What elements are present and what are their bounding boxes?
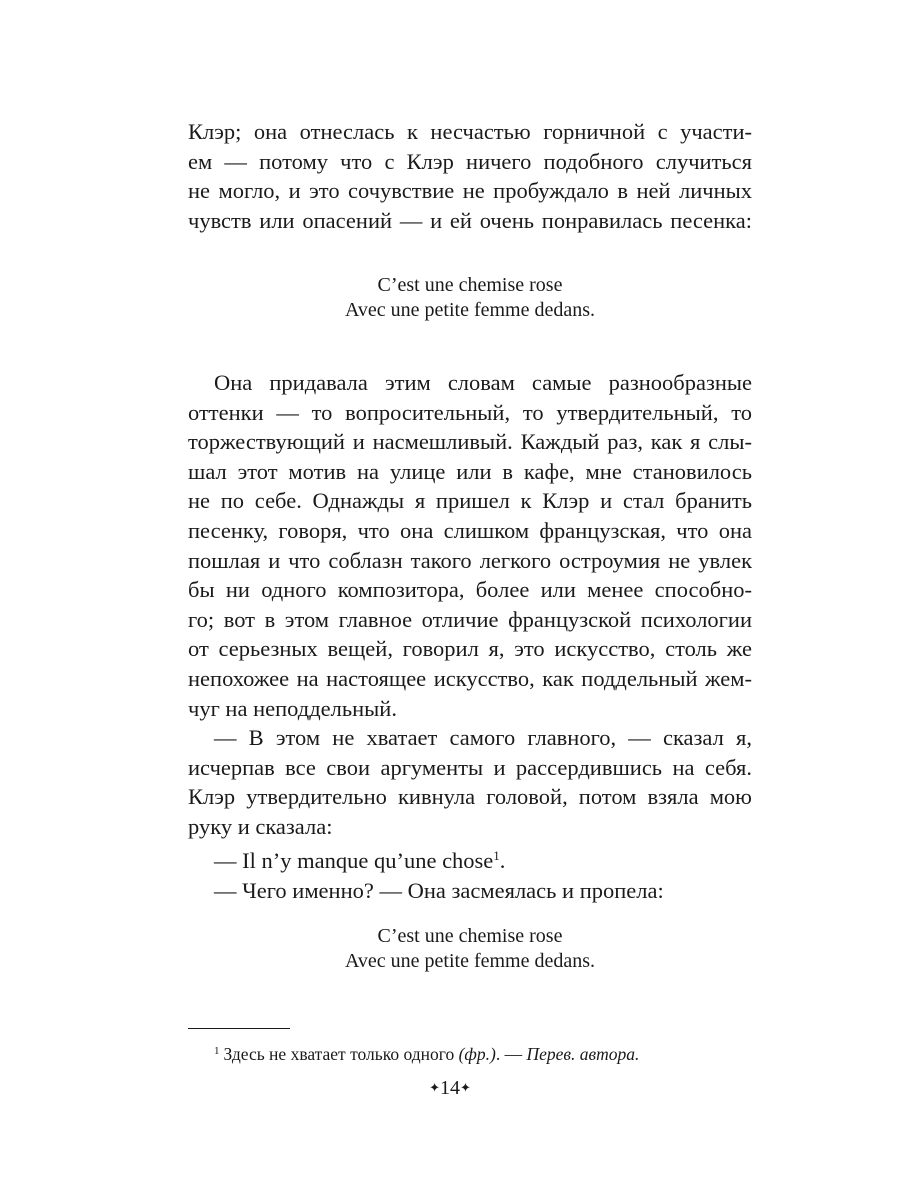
dialogue-line (188, 841, 752, 876)
poem-line: Avec une petite femme dedans. (344, 950, 596, 972)
page-number (0, 1076, 900, 1100)
dialogue-text: — Il n’y manque qu’une chose (214, 848, 494, 874)
text-line: — В этом не хватает самого главного, — сказал я, (214, 725, 752, 750)
footnote-credit: Перев. автора. (526, 1044, 640, 1064)
footnote-ref: 1 (493, 848, 500, 864)
text-line: от серьезных вещей, говорил я, это искусство, столь же (188, 636, 752, 662)
footnote-marker: 1 (214, 1045, 220, 1057)
text-line: оттенки — то вопросительный, то утвердительный, то (188, 399, 752, 425)
text-line: пошлая и что соблазн такого легкого остроумия не увлек (188, 547, 752, 573)
footnote-separator: . — (495, 1044, 527, 1064)
paragraph-1 (188, 117, 752, 235)
text-line: ем — потому что с Клэр ничего подобного случиться (188, 148, 752, 174)
text-line: руку и сказала: (188, 813, 333, 839)
text-line: бы ни одного композитора, более или менее способно- (188, 577, 752, 603)
text-line: чуг на неподдельный. (188, 695, 397, 721)
text-line: торжествующий и насмешливый. Каждый раз, как я слы- (188, 429, 752, 455)
text-line: го; вот в этом главное отличие французской психологии (188, 606, 752, 632)
poem-stanza-2 (188, 924, 752, 974)
dialogue-line: — Чего именно? — Она засмеялась и пропела: (214, 877, 664, 903)
poem-stanza-1 (188, 273, 752, 323)
text-line: не могло, и это сочувствие не пробуждало в ней личных (188, 178, 752, 204)
text-line: Клэр; она отнеслась к несчастью горничной с участи- (188, 119, 752, 144)
page-number-value: 14 (440, 1077, 460, 1099)
poem-line: C’est une chemise rose (377, 274, 563, 296)
paragraph-2 (188, 368, 752, 723)
footnote-divider (188, 1028, 290, 1029)
poem-line: Avec une petite femme dedans. (344, 299, 596, 321)
ornament-left-icon: ✦ (429, 1080, 440, 1095)
text-line: песенку, говоря, что она слишком французская, что она (188, 517, 752, 543)
footnote-language: (фр.) (458, 1044, 496, 1064)
text-line: не по себе. Однажды я пришел к Клэр и стал бранить (188, 488, 752, 514)
text-line: чувств или опасений — и ей очень понравилась песенка: (188, 207, 752, 233)
dialogue-end: . (499, 848, 506, 874)
poem-line: C’est une chemise rose (377, 925, 563, 947)
text-line: непохожее на настоящее искусство, как поддельный жем- (188, 665, 752, 691)
footnote (214, 1040, 639, 1065)
text-line: шал этот мотив на улице или в кафе, мне становилось (188, 458, 752, 484)
text-line: Клэр утвердительно кивнула головой, потом взяла мою (188, 784, 752, 810)
text-line: исчерпав все свои аргументы и рассердившись на себя. (188, 754, 752, 780)
ornament-right-icon: ✦ (460, 1080, 471, 1095)
paragraph-3 (188, 723, 752, 906)
footnote-text: Здесь не хватает только одного (223, 1044, 459, 1064)
text-line: Она придавала этим словам самые разнообразные (214, 370, 752, 395)
